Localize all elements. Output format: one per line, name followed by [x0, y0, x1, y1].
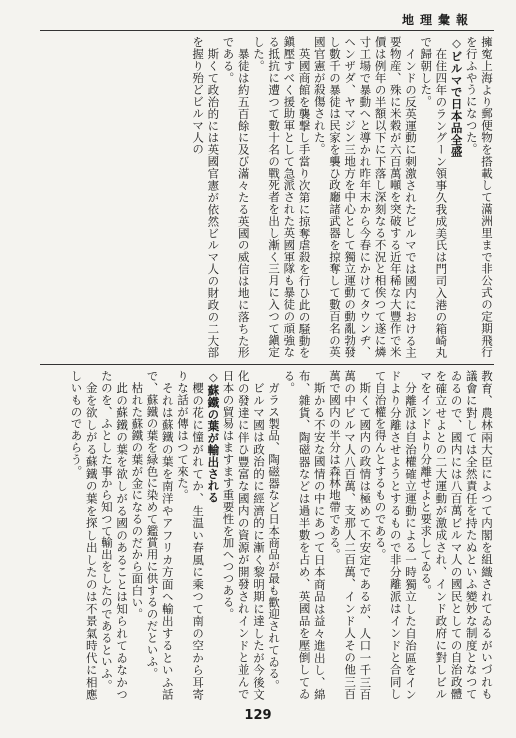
section-heading: ◇ビルマで日本品全盛 [449, 36, 464, 158]
paragraph: ガラス製品、陶磁器など日本商品が最も歡迎されてゐる。 [267, 381, 282, 691]
paragraph: 分離派は自治權確立運動による一時獨立した自治區をインドより分離させようとするもので非分離派はインドと合同して自治權を得んとするものである。 [373, 370, 418, 700]
page-number: 129 [244, 708, 272, 723]
paragraph: インドの反英運動に刺激されたビルマでは國内における主要物産、殊に米穀が六百萬噸を突破する近年稀な大豐作で米價は例年の半額以下に下落し深刻なる不況と相俟つて遂に燐寸工場で暴動へと導かれ昨年末から今春にかけてタウンヂ、ヘンザダ、ヤマジン三地方を中心として獨立運動の動亂勃發し數千の暴徒は民家を襲ひ政廳諸武器を掠奪して數百名の英國官憲が殺傷された。 [312, 36, 418, 358]
paragraph: 在住四年のラングーン領事久我成美氏は門司入港の箱崎丸で歸朝した。 [419, 36, 449, 358]
paragraph: それは蘇鐵の葉を南洋やアフリカ方面へ輸出するといふ話で、蘇鐵の葉を緑色に染めて鑑賞用に供するのだといふ。 [145, 370, 175, 700]
page-header: 地理彙報 [401, 13, 474, 27]
paragraph: 英國商館を襲撃し手當り次第に掠奪虐殺を行ひ此の騒動を鎭壓すべく援助軍として急派された英國軍隊も暴徒の頑強なる抵抗に遭つて數十名の戰死者を出し漸く三月に入つて鎭定した。 [251, 36, 312, 358]
paragraph: 擁寃上海より郵便物を搭載して滿洲里まで非公式の定期飛行を行ふやうになつた。 [464, 36, 494, 358]
paragraph: 教育、農林兩大臣によつて内閣を組織されてゐるがいづれも議會に對しては全然責任を持たぬといふ變妙な制度となつてゐるので、國内には八百萬ビルマ人の國民としての自治政體を確立せよとの二大運動が激成され、インド政府に對しビルマをインドより分離せよと要求してゐる。 [419, 370, 494, 700]
paragraph: 斯くて政治的には英國官憲が依然ビルマ人の財政の二大部を握り殆どビルマ人の [191, 36, 221, 358]
section-heading: ◇蘇鐵の葉が輸出される [206, 370, 221, 504]
paragraph: ビルマ國は政治的に經濟的に漸く黎明期に達したが今後文化の發達に伴ひ豐富な國内の資源が開發されインドと並んで日本の貿易はますます重要性を加へつつある。 [221, 370, 266, 700]
tier-divider [40, 364, 494, 365]
paragraph: 此の蘇鐵の葉を欲しがる國のあることは知られてゐなかつたのを、ふとした事から知つて輸出をしたのであるといふ。 [99, 370, 130, 700]
paragraph: 枯れた蘇鐵の葉が金になるのだから面白い。 [130, 381, 145, 620]
paragraph: 暴徒は約五百餘に及び滿々たる英國の威信は地に落ちた形である。 [221, 36, 251, 358]
paragraph: 櫻の花に憧がれてか、生温い春風に乘つて南の空から耳寄りな話が傳はつて來た。 [175, 370, 206, 700]
lower-text-block [38, 370, 494, 700]
upper-text-block [38, 36, 494, 358]
header-rule [40, 30, 494, 31]
paragraph: 金を欲しがる蘇鐵の葉を探し出したのは不景氣時代に相應しいものであらう。 [69, 370, 99, 700]
paragraph: 斯かる不安な國情の中にあつて日本商品は益々進出し、綿布、雜貨、陶磁器などは過半數を占め、英國品を壓倒してゐる。 [282, 370, 327, 700]
paragraph: 斯くて國内の政情は極めて不安定であるが、人口一千三百萬の中ビルマ人八百萬、支那人二百萬、インド人その他三百萬で國内の半分は森林地帶である。 [327, 370, 373, 700]
